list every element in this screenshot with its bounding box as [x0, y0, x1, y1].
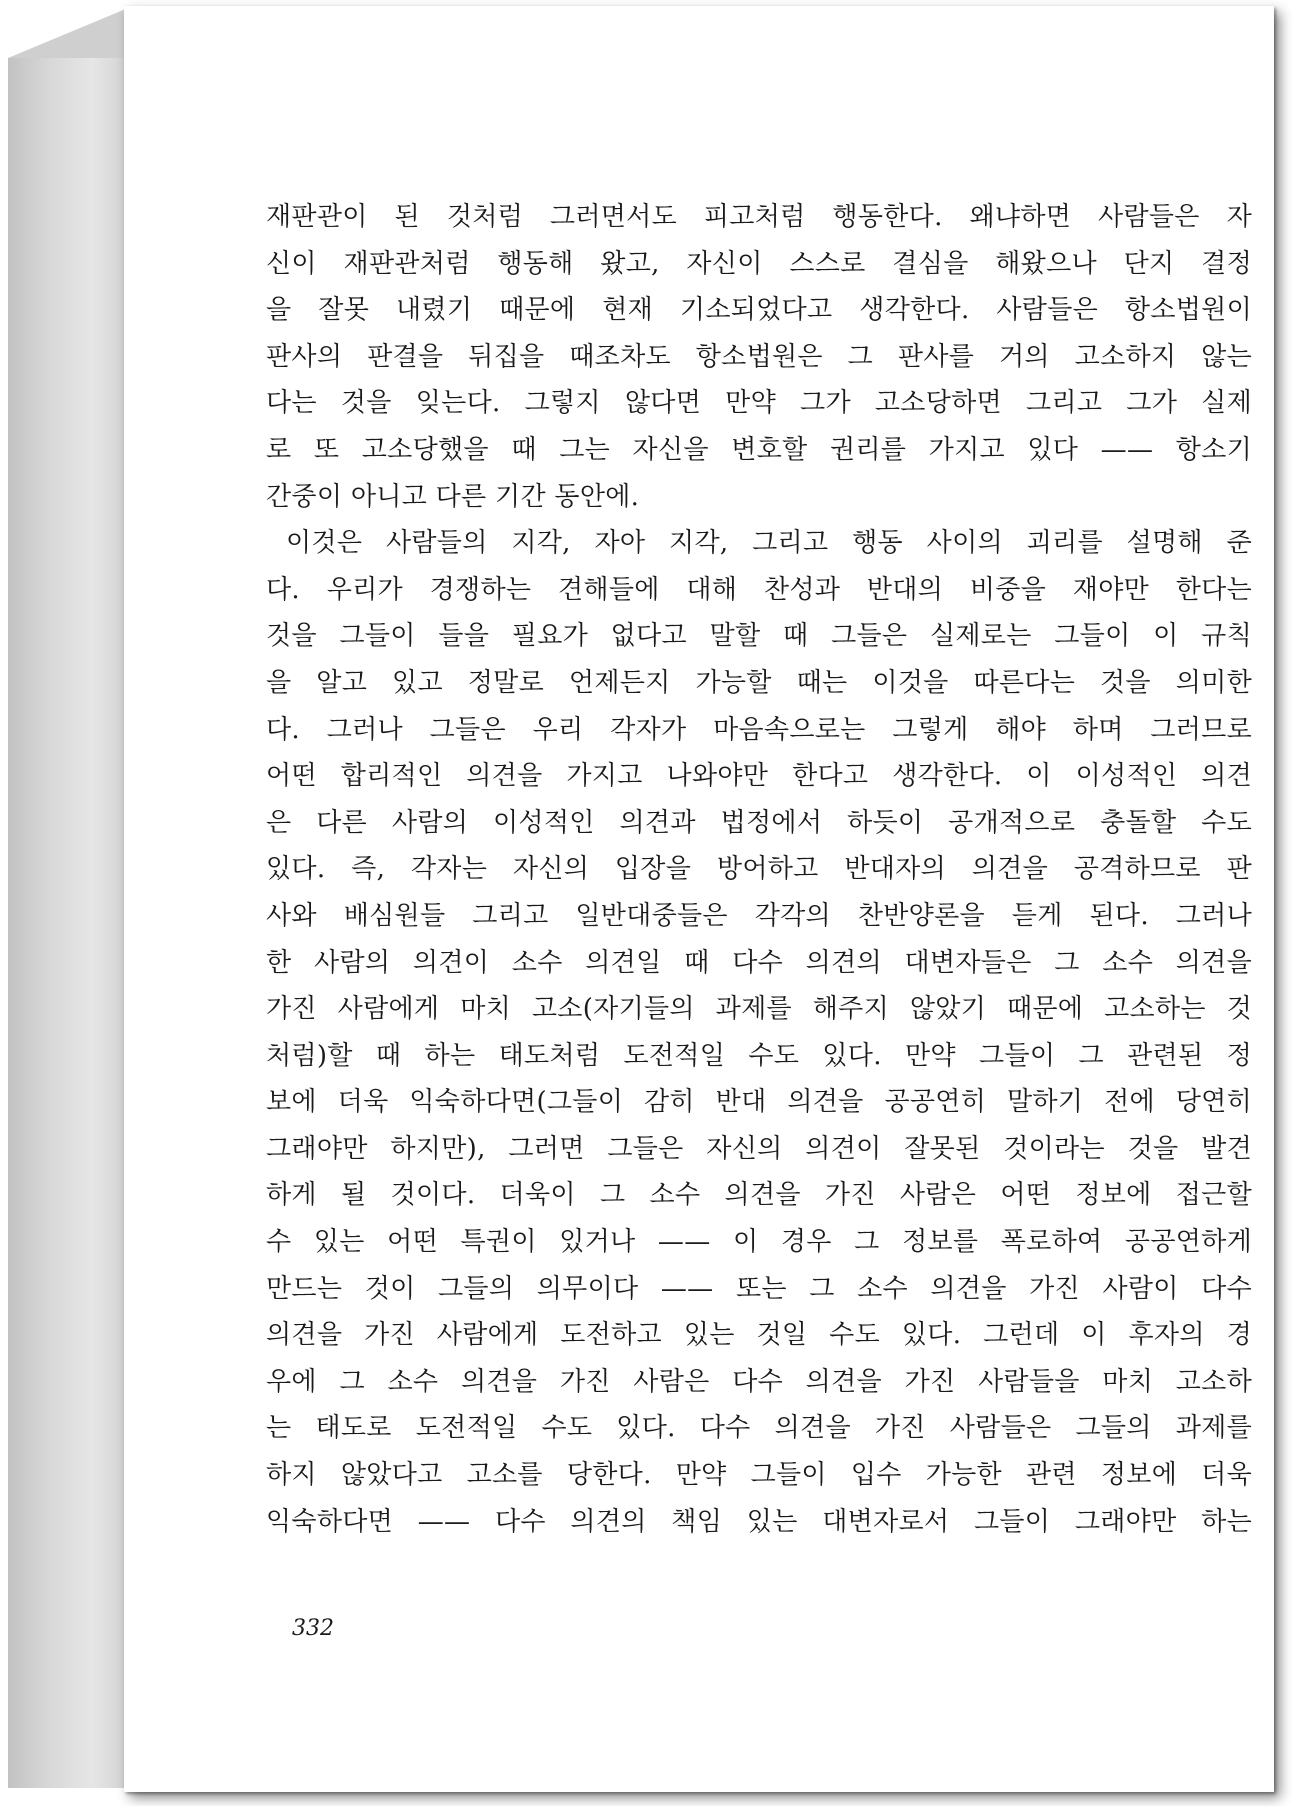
- book-page: [124, 6, 1274, 1792]
- body-text: [266, 194, 1252, 1545]
- text-line: 만드는 것이 그들의 의무이다 —— 또는 그 소수 의견을 가진 사람이 다수: [266, 1273, 1252, 1304]
- text-line: 신이 재판관처럼 행동해 왔고, 자신이 스스로 결심을 해왔으나 단지 결정: [266, 248, 1252, 279]
- text-line: 하지 않았다고 고소를 당한다. 만약 그들이 입수 가능한 관련 정보에 더욱: [266, 1460, 1252, 1491]
- text-line: 보에 더욱 익숙하다면(그들이 감히 반대 의견을 공공연히 말하기 전에 당연히: [266, 1087, 1252, 1118]
- text-line: 간중이 아니고 다른 기간 동안에.: [266, 481, 640, 512]
- text-line: 어떤 합리적인 의견을 가지고 나와야만 한다고 생각한다. 이 이성적인 의견: [266, 761, 1252, 792]
- text-line: 이것은 사람들의 지각, 자아 지각, 그리고 행동 사이의 괴리를 설명해 준: [286, 528, 1252, 559]
- book-spine: [8, 58, 128, 1788]
- text-line: 을 알고 있고 정말로 언제든지 가능할 때는 이것을 따른다는 것을 의미한: [266, 667, 1252, 698]
- text-line: 다. 우리가 경쟁하는 견해들에 대해 찬성과 반대의 비중을 재야만 한다는: [266, 574, 1252, 605]
- text-line: 의견을 가진 사람에게 도전하고 있는 것일 수도 있다. 그런데 이 후자의 경: [266, 1320, 1252, 1351]
- book-spine-top: [8, 8, 128, 58]
- text-line: 있다. 즉, 각자는 자신의 입장을 방어하고 반대자의 의견을 공격하므로 판: [266, 854, 1252, 885]
- text-line: 판사의 판결을 뒤집을 때조차도 항소법원은 그 판사를 거의 고소하지 않는: [266, 341, 1252, 372]
- text-line: 을 잘못 내렸기 때문에 현재 기소되었다고 생각한다. 사람들은 항소법원이: [266, 295, 1252, 326]
- text-line: 재판관이 된 것처럼 그러면서도 피고처럼 행동한다. 왜냐하면 사람들은 자: [266, 202, 1252, 232]
- text-line: 다는 것을 잊는다. 그렇지 않다면 만약 그가 고소당하면 그리고 그가 실제: [266, 388, 1252, 419]
- text-line: 다. 그러나 그들은 우리 각자가 마음속으로는 그렇게 해야 하며 그러므로: [266, 714, 1252, 745]
- text-line: 것을 그들이 들을 필요가 없다고 말할 때 그들은 실제로는 그들이 이 규칙: [266, 621, 1252, 652]
- text-line: 익숙하다면 —— 다수 의견의 책임 있는 대변자로서 그들이 그래야만 하는: [266, 1506, 1252, 1537]
- text-line: 하게 될 것이다. 더욱이 그 소수 의견을 가진 사람은 어떤 정보에 접근할: [266, 1180, 1252, 1211]
- text-line: 사와 배심원들 그리고 일반대중들은 각각의 찬반양론을 듣게 된다. 그러나: [266, 900, 1252, 931]
- text-line: 가진 사람에게 마치 고소(자기들의 과제를 해주지 않았기 때문에 고소하는 것: [266, 994, 1252, 1025]
- text-line: 한 사람의 의견이 소수 의견일 때 다수 의견의 대변자들은 그 소수 의견을: [266, 947, 1252, 978]
- text-line: 는 태도로 도전적일 수도 있다. 다수 의견을 가진 사람들은 그들의 과제를: [266, 1413, 1252, 1444]
- text-line: 은 다른 사람의 이성적인 의견과 법정에서 하듯이 공개적으로 충돌할 수도: [266, 807, 1252, 838]
- text-line: 우에 그 소수 의견을 가진 사람은 다수 의견을 가진 사람들을 마치 고소하: [266, 1366, 1252, 1397]
- text-line: 수 있는 어떤 특권이 있거나 —— 이 경우 그 정보를 폭로하여 공공연하게: [266, 1227, 1252, 1258]
- page-number: 332: [292, 1616, 334, 1641]
- text-line: 로 또 고소당했을 때 그는 자신을 변호할 권리를 가지고 있다 —— 항소기: [266, 434, 1252, 465]
- text-line: 처럼)할 때 하는 태도처럼 도전적일 수도 있다. 만약 그들이 그 관련된 정: [266, 1040, 1252, 1071]
- text-line: 그래야만 하지만), 그러면 그들은 자신의 의견이 잘못된 것이라는 것을 발견: [266, 1133, 1252, 1164]
